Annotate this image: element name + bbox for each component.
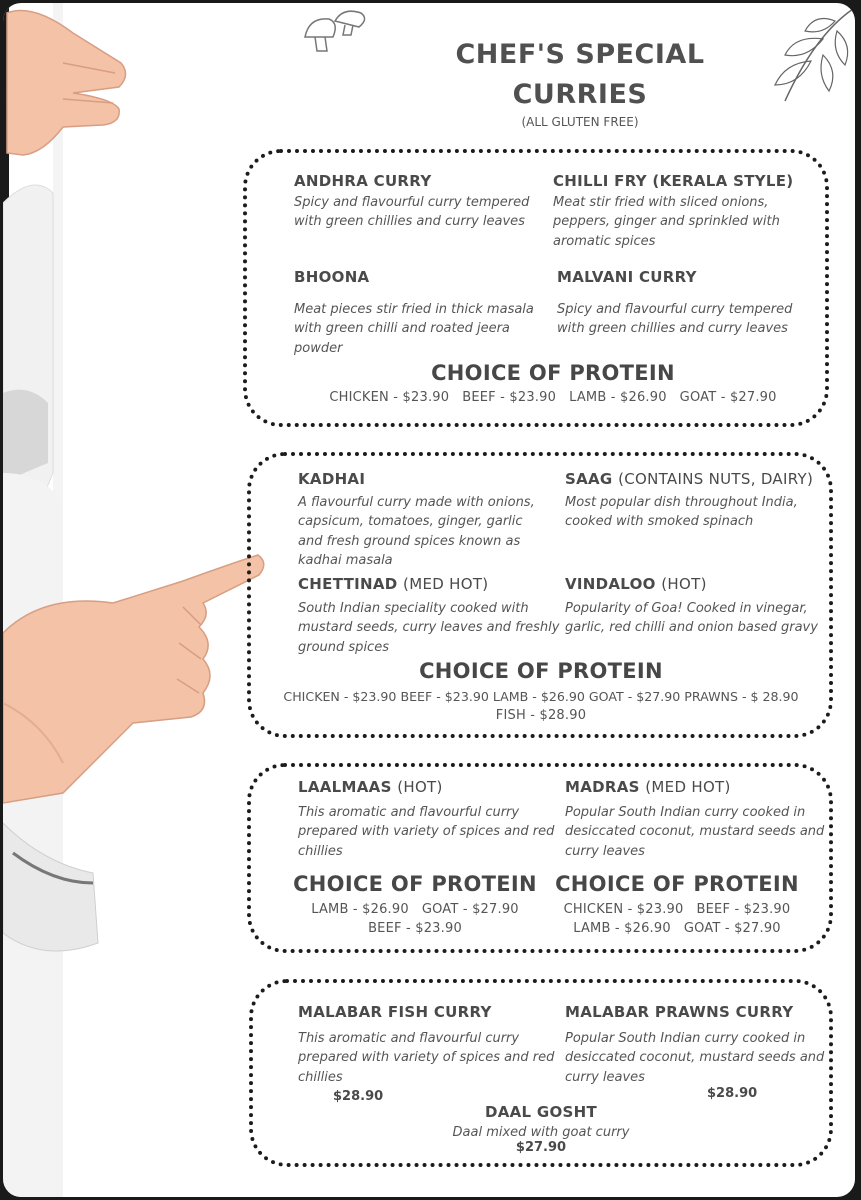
curry-group-box-1 xyxy=(243,149,829,427)
dish-name-bhoona: BHOONA xyxy=(294,268,370,286)
dish-desc-malabar-prawns: Popular South Indian curry cooked in desiccated coconut, mustard seeds and curry leaves xyxy=(565,1031,825,1085)
dish-name-madras-text: MADRAS xyxy=(565,778,640,796)
dish-name-vindaloo xyxy=(565,575,707,593)
dish-desc-bhoona: Meat pieces stir fried in thick masala with green chilli and roated jeera powder xyxy=(294,302,534,356)
dish-name-kadhai: KADHAI xyxy=(298,470,366,488)
dish-name-malvani: MALVANI CURRY xyxy=(557,268,697,286)
price-list-3-left-line2: BEEF - $23.90 xyxy=(368,921,462,936)
dish-name-andhra: ANDHRA CURRY xyxy=(294,172,432,190)
dish-desc-daal-gosht: Daal mixed with goat curry xyxy=(452,1125,630,1140)
dish-name-malabar-prawns: MALABAR PRAWNS CURRY xyxy=(565,1003,794,1021)
dish-desc-chettinad: South Indian speciality cooked with mustard seeds, curry leaves and freshly ground spices xyxy=(298,601,560,655)
dish-note-laalmaas: (HOT) xyxy=(397,778,443,796)
protein-title-1: CHOICE OF PROTEIN xyxy=(431,361,675,385)
dish-name-saag xyxy=(565,470,813,488)
menu-title-line2: CURRIES xyxy=(512,79,648,110)
dish-desc-chilli-fry: Meat stir fried with sliced onions, peppers, ginger and sprinkled with aromatic spices xyxy=(553,195,780,249)
dish-name-daal-gosht: DAAL GOSHT xyxy=(484,1103,598,1121)
dish-name-malabar-fish: MALABAR FISH CURRY xyxy=(298,1003,492,1021)
protein-title-3-left: CHOICE OF PROTEIN xyxy=(293,872,537,896)
dish-desc-andhra: Spicy and flavourful curry tempered with green chillies and curry leaves xyxy=(294,195,530,230)
dish-note-saag: (CONTAINS NUTS, DAIRY) xyxy=(618,470,814,488)
price-daal-gosht: $27.90 xyxy=(515,1140,567,1155)
dish-desc-vindaloo: Popularity of Goa! Cooked in vinegar, garlic, red chilli and onion based gravy xyxy=(565,601,818,636)
dish-desc-kadhai: A flavourful curry made with onions, capsicum, tomatoes, ginger, garlic and fresh ground spices known as kadhai masala xyxy=(298,495,535,568)
price-list-3-right-line1: CHICKEN - $23.90 BEEF - $23.90 xyxy=(563,902,791,917)
protein-title-2: CHOICE OF PROTEIN xyxy=(419,659,663,683)
dish-name-laalmaas-text: LAALMAAS xyxy=(298,778,392,796)
protein-title-3-right: CHOICE OF PROTEIN xyxy=(555,872,799,896)
menu-title-line1: CHEF'S SPECIAL xyxy=(455,39,705,70)
leaf-sketch-icon xyxy=(765,5,855,105)
dish-name-vindaloo-text: VINDALOO xyxy=(565,575,656,593)
dish-name-chettinad-text: CHETTINAD xyxy=(298,575,398,593)
price-malabar-fish: $28.90 xyxy=(333,1089,384,1104)
price-malabar-prawns: $28.90 xyxy=(707,1086,758,1101)
mushroom-sketch-icon xyxy=(299,7,371,55)
price-list-2-line1: CHICKEN - $23.90 BEEF - $23.90 LAMB - $26.90 GOAT - $27.90 PRAWNS - $ 28.90 xyxy=(283,689,799,704)
dish-desc-madras: Popular South Indian curry cooked in desiccated coconut, mustard seeds and curry leaves xyxy=(565,805,825,859)
dish-note-vindaloo: (HOT) xyxy=(661,575,707,593)
dish-desc-saag: Most popular dish throughout India, cooked with smoked spinach xyxy=(565,495,798,530)
dish-name-saag-text: SAAG xyxy=(565,470,613,488)
dish-note-chettinad: (MED HOT) xyxy=(403,575,489,593)
menu-page xyxy=(3,3,855,1197)
price-list-2-line2: FISH - $28.90 xyxy=(495,708,587,723)
price-list-3-right-line2: LAMB - $26.90 GOAT - $27.90 xyxy=(573,921,781,936)
dish-name-laalmaas xyxy=(298,778,443,796)
chef-pointing-illustration xyxy=(3,3,273,1197)
dish-desc-malvani: Spicy and flavourful curry tempered with green chillies and curry leaves xyxy=(557,302,793,337)
price-list-3-left-line1: LAMB - $26.90 GOAT - $27.90 xyxy=(311,902,519,917)
dish-note-madras: (MED HOT) xyxy=(645,778,731,796)
dish-desc-malabar-fish: This aromatic and flavourful curry prepared with variety of spices and red chillies xyxy=(298,1031,555,1085)
menu-subtitle: (ALL GLUTEN FREE) xyxy=(521,115,639,129)
dish-desc-laalmaas: This aromatic and flavourful curry prepared with variety of spices and red chillies xyxy=(298,805,555,859)
price-list-1: CHICKEN - $23.90 BEEF - $23.90 LAMB - $26.90 GOAT - $27.90 xyxy=(329,390,777,405)
dish-name-chilli-fry: CHILLI FRY (KERALA STYLE) xyxy=(553,172,794,190)
dish-name-chettinad xyxy=(298,575,488,593)
dish-name-madras xyxy=(565,778,731,796)
